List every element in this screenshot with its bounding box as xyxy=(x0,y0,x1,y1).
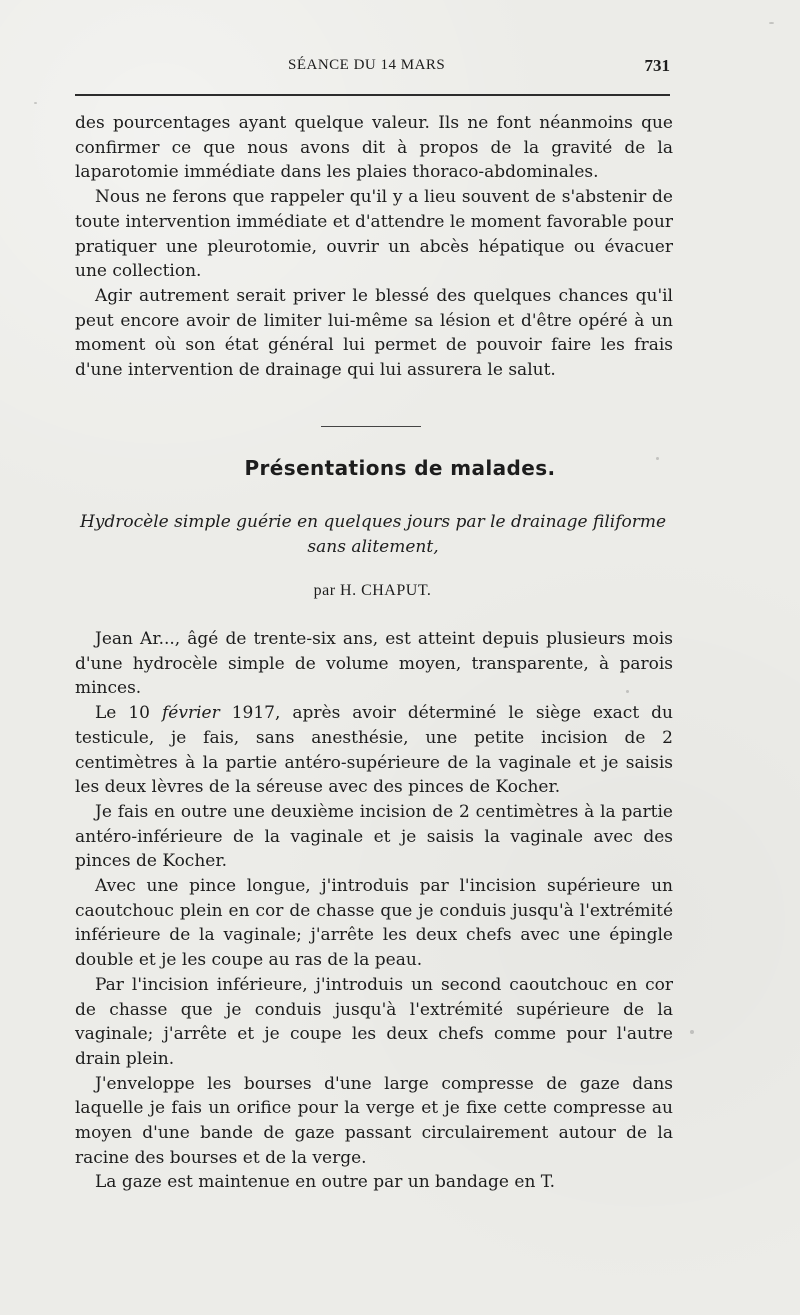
article-title xyxy=(68,510,678,560)
body-text: 1917, après avoir déterminé le siège exact du testicule, je fais, sans anesthésie, une petite incision de 2 centimètres à la partie antéro-supérieure de la vaginale et je saisis les deux lèvres de la séreuse avec des pinces de Kocher. xyxy=(75,703,673,798)
article-title-line: Hydrocèle simple guérie en quelques jours par le drainage filiforme xyxy=(79,512,667,532)
scan-speck xyxy=(626,690,629,693)
section-divider xyxy=(321,426,421,427)
author-byline: par H. CHAPUT. xyxy=(313,582,432,599)
article-body xyxy=(75,627,673,1195)
section-title: Présentations de malades. xyxy=(244,456,556,480)
italic-date-word: février xyxy=(161,703,220,724)
body-paragraph: Je fais en outre une deuxième incision de 2 centimètres à la partie antéro-inférieure de la vaginale et je saisis la vaginale avec des pinces de Kocher. xyxy=(75,801,673,872)
scan-speck xyxy=(34,102,37,104)
intro-paragraph: Nous ne ferons que rappeler qu'il y a lieu souvent de s'abstenir de toute intervention immédiate et d'attendre le moment favorable pour pratiquer une pleurotomie, ouvrir un abcès hépatique ou évacuer une collection. xyxy=(75,187,673,282)
scan-speck xyxy=(769,22,774,24)
intro-text xyxy=(75,111,673,383)
article-title-line: sans alitement, xyxy=(307,537,439,557)
running-title: SÉANCE DU 14 MARS xyxy=(288,57,446,73)
body-paragraph: Par l'incision inférieure, j'introduis un second caoutchouc en cor de chasse que je conduis jusqu'à l'extrémité supérieure de la vaginale; j'arrête et je coupe les deux chefs comme pour l'autre drain plein. xyxy=(75,974,673,1069)
body-paragraph: Jean Ar..., âgé de trente-six ans, est atteint depuis plusieurs mois d'une hydrocèle simple de volume moyen, transparente, à parois minces. xyxy=(75,629,673,699)
page-number: 731 xyxy=(644,56,670,75)
intro-paragraph-continued: des pourcentages ayant quelque valeur. Ils ne font néanmoins que confirmer ce que nous avons dit à propos de la gravité de la laparotomie immédiate dans les plaies thoraco-abdominales. xyxy=(75,113,673,183)
header-rule xyxy=(75,94,670,96)
body-paragraph: La gaze est maintenue en outre par un bandage en T. xyxy=(95,1172,556,1193)
running-head xyxy=(75,56,670,80)
body-paragraph: Avec une pince longue, j'introduis par l'incision supérieure un caoutchouc plein en cor de chasse que je conduis jusqu'à l'extrémité inférieure de la vaginale; j'arrête les deux chefs avec une épingle double et je les coupe au ras de la peau. xyxy=(75,876,673,971)
scan-speck xyxy=(690,1030,694,1034)
scan-speck xyxy=(656,457,659,460)
body-text: Le 10 xyxy=(95,703,162,724)
intro-paragraph: Agir autrement serait priver le blessé des quelques chances qu'il peut encore avoir de limiter lui-même sa lésion et d'être opéré à un moment où son état général lui permet de pouvoir faire les frais d'une intervention de drainage qui lui assurera le salut. xyxy=(75,285,673,381)
body-paragraph: J'enveloppe les bourses d'une large compresse de gaze dans laquelle je fais un orifice pour la verge et je fixe cette compresse au moyen d'une bande de gaze passant circulairement autour de la racine des bourses et de la verge. xyxy=(75,1073,673,1168)
body-paragraph xyxy=(75,701,673,800)
